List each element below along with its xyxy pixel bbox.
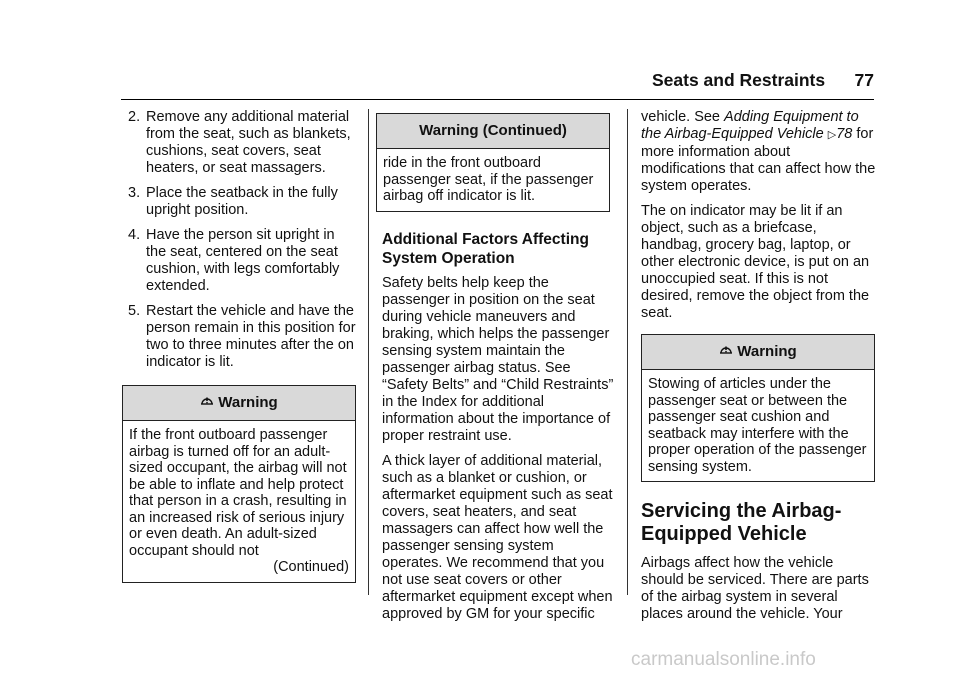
- step-number: 5.: [128, 303, 141, 319]
- column-2: [382, 109, 614, 631]
- column-divider-1: [368, 109, 369, 595]
- step-number: 2.: [128, 109, 141, 125]
- text: vehicle. See: [641, 109, 725, 125]
- cross-reference-link[interactable]: Adding Equipment to the Airbag-Equipped Vehicle: [641, 109, 859, 142]
- step-item: [128, 185, 358, 219]
- paragraph: A thick layer of additional material, such as a blanket or cushion, or aftermarket equipment such as seat covers, seat heaters, and seat massagers can affect how well the passenger sensing system operates. We recommend that you not use seat covers or other aftermarket equipment except when approved by GM for your specific: [382, 452, 613, 622]
- step-text: Restart the vehicle and have the person remain in this position for two to three minutes after the on indicator is lit.: [146, 303, 356, 370]
- page-ref-triangle-icon: ▷: [827, 129, 837, 141]
- warning-box: [641, 334, 875, 482]
- step-text: Have the person sit upright in the seat, centered on the seat cushion, with legs comfortably extended.: [146, 227, 340, 294]
- warning-header: [377, 114, 609, 149]
- step-number: 4.: [128, 227, 141, 243]
- step-item: [128, 227, 358, 295]
- paragraph: Safety belts help keep the passenger in position on the seat during vehicle maneuvers and braking, which helps the passenger sensing system maintain the passenger airbag status. See “Safety Belts” and “Child Restraints” in the Index for additional information about the importance of proper restraint use.: [382, 274, 614, 444]
- warning-box: [122, 385, 356, 583]
- warning-text: Stowing of articles under the passenger seat or between the passenger seat cushion and seatback may interfere with the proper operation of the passenger sensing system.: [648, 376, 867, 475]
- section-title: Seats and Restraints: [652, 70, 826, 90]
- warning-header: [123, 386, 355, 421]
- step-text: Remove any additional material from the seat, such as blankets, cushions, seat covers, seat heaters, or seat massagers.: [146, 109, 351, 176]
- warning-icon: [200, 394, 214, 408]
- column-3: [641, 109, 877, 631]
- warning-body: [377, 149, 609, 211]
- warning-text: ride in the front outboard passenger seat, if the passenger airbag off indicator is lit.: [383, 155, 594, 204]
- column-1: [128, 109, 358, 583]
- text: for more information about modifications that can affect how the system operates.: [641, 126, 876, 194]
- warning-body: [642, 370, 874, 481]
- step-number: 3.: [128, 185, 141, 201]
- warning-header: [642, 335, 874, 370]
- section-heading: Servicing the Airbag-Equipped Vehicle: [641, 500, 842, 545]
- watermark: carmanualsonline.info: [631, 649, 816, 670]
- section-heading: Additional Factors Affecting System Operation: [382, 230, 589, 267]
- step-text: Place the seatback in the fully upright position.: [146, 185, 338, 218]
- warning-title: Warning: [218, 394, 278, 411]
- warning-body: [123, 421, 355, 582]
- step-item: [128, 109, 358, 177]
- warning-title: Warning: [737, 343, 797, 360]
- warning-continued-box: [376, 113, 610, 212]
- cross-reference-page[interactable]: 78: [836, 126, 853, 142]
- paragraph: Airbags affect how the vehicle should be serviced. There are parts of the airbag system in several places around the vehicle. Your: [641, 555, 869, 622]
- column-divider-2: [627, 109, 628, 595]
- paragraph: The on indicator may be lit if an object, such as a briefcase, handbag, grocery bag, laptop, or other electronic device, is put on an unoccupied seat. If this is not desired, remove the object from the seat.: [641, 203, 870, 321]
- page-number: 77: [854, 70, 874, 90]
- continued-label: (Continued): [273, 559, 349, 575]
- warning-text: If the front outboard passenger airbag is turned off for an adult-sized occupant, the airbag will not be able to inflate and help protect that person in a crash, resulting in an increased risk of serious injury or even death. An adult-sized occupant should not: [129, 427, 347, 559]
- header-rule: [121, 99, 874, 100]
- paragraph: [641, 109, 877, 195]
- warning-icon: [719, 343, 733, 357]
- warning-title: Warning (Continued): [419, 122, 567, 139]
- step-item: [128, 303, 358, 371]
- page-header: [652, 72, 874, 96]
